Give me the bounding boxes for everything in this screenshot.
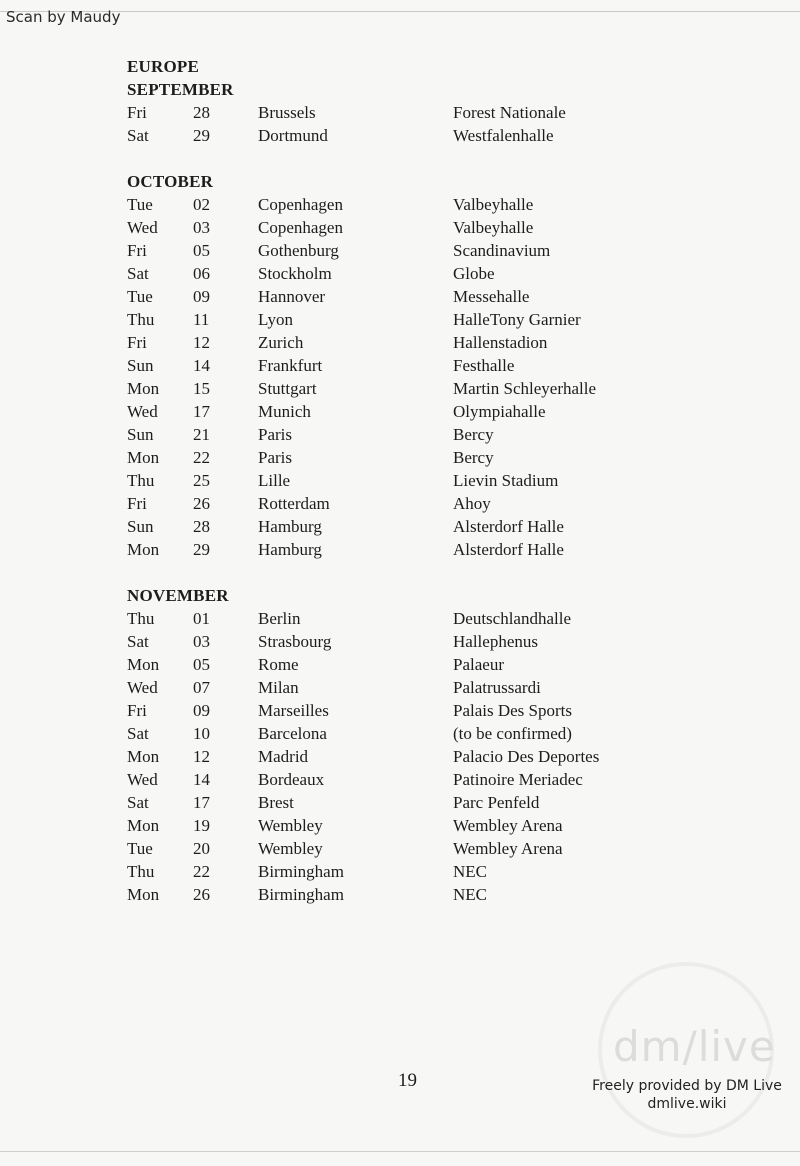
tour-date-row (127, 722, 687, 745)
tour-date-row (127, 607, 687, 630)
date: 20 (193, 839, 210, 858)
page-number: 19 (398, 1070, 417, 1091)
city: Birmingham (258, 862, 344, 881)
city: Strasbourg (258, 632, 332, 651)
tour-date-row (127, 124, 687, 147)
section-gap (127, 561, 687, 584)
venue: (to be confirmed) (453, 724, 572, 743)
weekday: Thu (127, 310, 155, 329)
months-container (127, 78, 687, 906)
date: 01 (193, 609, 210, 628)
footer-url[interactable]: dmlive.wiki (647, 1096, 727, 1112)
city: Bordeaux (258, 770, 325, 789)
tour-date-row (127, 308, 687, 331)
weekday: Mon (127, 816, 160, 835)
date: 03 (193, 218, 210, 237)
venue: HalleTony Garnier (453, 310, 581, 329)
city: Paris (258, 448, 292, 467)
tour-date-row (127, 492, 687, 515)
city: Rome (258, 655, 299, 674)
venue: Patinoire Meriadec (453, 770, 583, 789)
city: Lille (258, 471, 291, 490)
city: Zurich (258, 333, 304, 352)
venue: Hallephenus (453, 632, 538, 651)
weekday: Tue (127, 839, 153, 858)
date: 06 (193, 264, 210, 283)
city: Frankfurt (258, 356, 323, 375)
weekday: Wed (127, 218, 158, 237)
weekday: Wed (127, 402, 158, 421)
weekday: Mon (127, 885, 160, 904)
city: Rotterdam (258, 494, 330, 513)
date: 17 (193, 402, 210, 421)
date: 05 (193, 241, 210, 260)
weekday: Sat (127, 724, 149, 743)
tour-date-row (127, 331, 687, 354)
venue: Valbeyhalle (453, 195, 534, 214)
city: Milan (258, 678, 299, 697)
venue: NEC (453, 862, 487, 881)
date: 28 (193, 103, 210, 122)
venue: Olympiahalle (453, 402, 546, 421)
date: 10 (193, 724, 210, 743)
city: Marseilles (258, 701, 329, 720)
weekday: Fri (127, 701, 147, 720)
city: Copenhagen (258, 218, 343, 237)
venue: Palacio Des Deportes (453, 747, 600, 766)
date: 11 (193, 310, 210, 329)
section-gap (127, 147, 687, 170)
tour-date-row (127, 216, 687, 239)
venue: Festhalle (453, 356, 515, 375)
city: Hamburg (258, 540, 322, 559)
weekday: Tue (127, 195, 153, 214)
date: 29 (193, 126, 210, 145)
city: Brussels (258, 103, 316, 122)
tour-date-row (127, 446, 687, 469)
tour-date-row (127, 469, 687, 492)
weekday: Fri (127, 103, 147, 122)
date: 22 (193, 448, 210, 467)
tour-date-row (127, 676, 687, 699)
date: 19 (193, 816, 210, 835)
footer-credit: Freely provided by DM Live (592, 1078, 782, 1094)
tour-date-row (127, 101, 687, 124)
date: 26 (193, 494, 210, 513)
weekday: Sun (127, 425, 154, 444)
city: Wembley (258, 839, 323, 858)
tour-date-row (127, 837, 687, 860)
weekday: Sat (127, 264, 149, 283)
venue: Messehalle (453, 287, 530, 306)
month-section (127, 170, 687, 561)
tour-schedule (127, 55, 687, 906)
city: Stockholm (258, 264, 332, 283)
venue: Bercy (453, 448, 494, 467)
weekday: Mon (127, 379, 160, 398)
weekday: Wed (127, 678, 158, 697)
tour-date-row (127, 768, 687, 791)
tour-date-row (127, 791, 687, 814)
date: 09 (193, 701, 210, 720)
watermark-logo: dm/live (613, 1022, 776, 1071)
weekday: Tue (127, 287, 153, 306)
weekday: Sun (127, 517, 154, 536)
tour-date-row (127, 745, 687, 768)
city: Hannover (258, 287, 326, 306)
tour-date-row (127, 883, 687, 906)
month-section (127, 584, 687, 906)
venue: Palatrussardi (453, 678, 541, 697)
venue: Palais Des Sports (453, 701, 572, 720)
tour-date-row (127, 400, 687, 423)
date: 07 (193, 678, 210, 697)
venue: NEC (453, 885, 487, 904)
month-section (127, 78, 687, 147)
weekday: Mon (127, 540, 160, 559)
bottom-rule (0, 1151, 800, 1152)
tour-date-row (127, 239, 687, 262)
weekday: Fri (127, 494, 147, 513)
weekday: Sat (127, 632, 149, 651)
tour-date-row (127, 262, 687, 285)
venue: Scandinavium (453, 241, 551, 260)
city: Lyon (258, 310, 293, 329)
city: Berlin (258, 609, 301, 628)
date: 14 (193, 770, 210, 789)
date: 05 (193, 655, 210, 674)
city: Munich (258, 402, 311, 421)
city: Hamburg (258, 517, 322, 536)
venue: Wembley Arena (453, 816, 563, 835)
city: Madrid (258, 747, 309, 766)
region-heading: EUROPE (127, 57, 200, 76)
city: Gothenburg (258, 241, 339, 260)
tour-date-row (127, 630, 687, 653)
venue: Westfalenhalle (453, 126, 554, 145)
date: 15 (193, 379, 210, 398)
date: 26 (193, 885, 210, 904)
weekday: Mon (127, 655, 160, 674)
date: 17 (193, 793, 210, 812)
weekday: Mon (127, 448, 160, 467)
city: Copenhagen (258, 195, 343, 214)
venue: Palaeur (453, 655, 504, 674)
venue: Ahoy (453, 494, 491, 513)
tour-date-row (127, 354, 687, 377)
date: 14 (193, 356, 210, 375)
weekday: Mon (127, 747, 160, 766)
venue: Globe (453, 264, 495, 283)
city: Barcelona (258, 724, 327, 743)
city: Dortmund (258, 126, 328, 145)
tour-date-row (127, 377, 687, 400)
venue: Martin Schleyerhalle (453, 379, 597, 398)
weekday: Thu (127, 609, 155, 628)
tour-date-row (127, 193, 687, 216)
month-heading: SEPTEMBER (127, 80, 234, 99)
weekday: Sat (127, 793, 149, 812)
tour-date-row (127, 285, 687, 308)
date: 21 (193, 425, 210, 444)
date: 22 (193, 862, 210, 881)
tour-date-row (127, 423, 687, 446)
venue: Bercy (453, 425, 494, 444)
date: 25 (193, 471, 210, 490)
date: 29 (193, 540, 210, 559)
venue: Lievin Stadium (453, 471, 559, 490)
tour-date-row (127, 538, 687, 561)
date: 03 (193, 632, 210, 651)
venue: Valbeyhalle (453, 218, 534, 237)
date: 12 (193, 333, 210, 352)
venue: Wembley Arena (453, 839, 563, 858)
date: 09 (193, 287, 210, 306)
month-heading: OCTOBER (127, 172, 214, 191)
month-heading: NOVEMBER (127, 586, 229, 605)
city: Stuttgart (258, 379, 317, 398)
tour-date-row (127, 515, 687, 538)
date: 12 (193, 747, 210, 766)
tour-date-row (127, 653, 687, 676)
city: Birmingham (258, 885, 344, 904)
venue: Forest Nationale (453, 103, 566, 122)
weekday: Thu (127, 862, 155, 881)
date: 28 (193, 517, 210, 536)
tour-date-row (127, 814, 687, 837)
tour-date-row (127, 699, 687, 722)
city: Brest (258, 793, 294, 812)
weekday: Wed (127, 770, 158, 789)
weekday: Thu (127, 471, 155, 490)
venue: Hallenstadion (453, 333, 548, 352)
venue: Alsterdorf Halle (453, 540, 564, 559)
weekday: Sun (127, 356, 154, 375)
venue: Deutschlandhalle (453, 609, 572, 628)
tour-date-row (127, 860, 687, 883)
city: Paris (258, 425, 292, 444)
weekday: Fri (127, 333, 147, 352)
city: Wembley (258, 816, 323, 835)
venue: Alsterdorf Halle (453, 517, 564, 536)
venue: Parc Penfeld (453, 793, 540, 812)
weekday: Sat (127, 126, 149, 145)
scan-credit: Scan by Maudy (6, 8, 121, 26)
weekday: Fri (127, 241, 147, 260)
date: 02 (193, 195, 210, 214)
